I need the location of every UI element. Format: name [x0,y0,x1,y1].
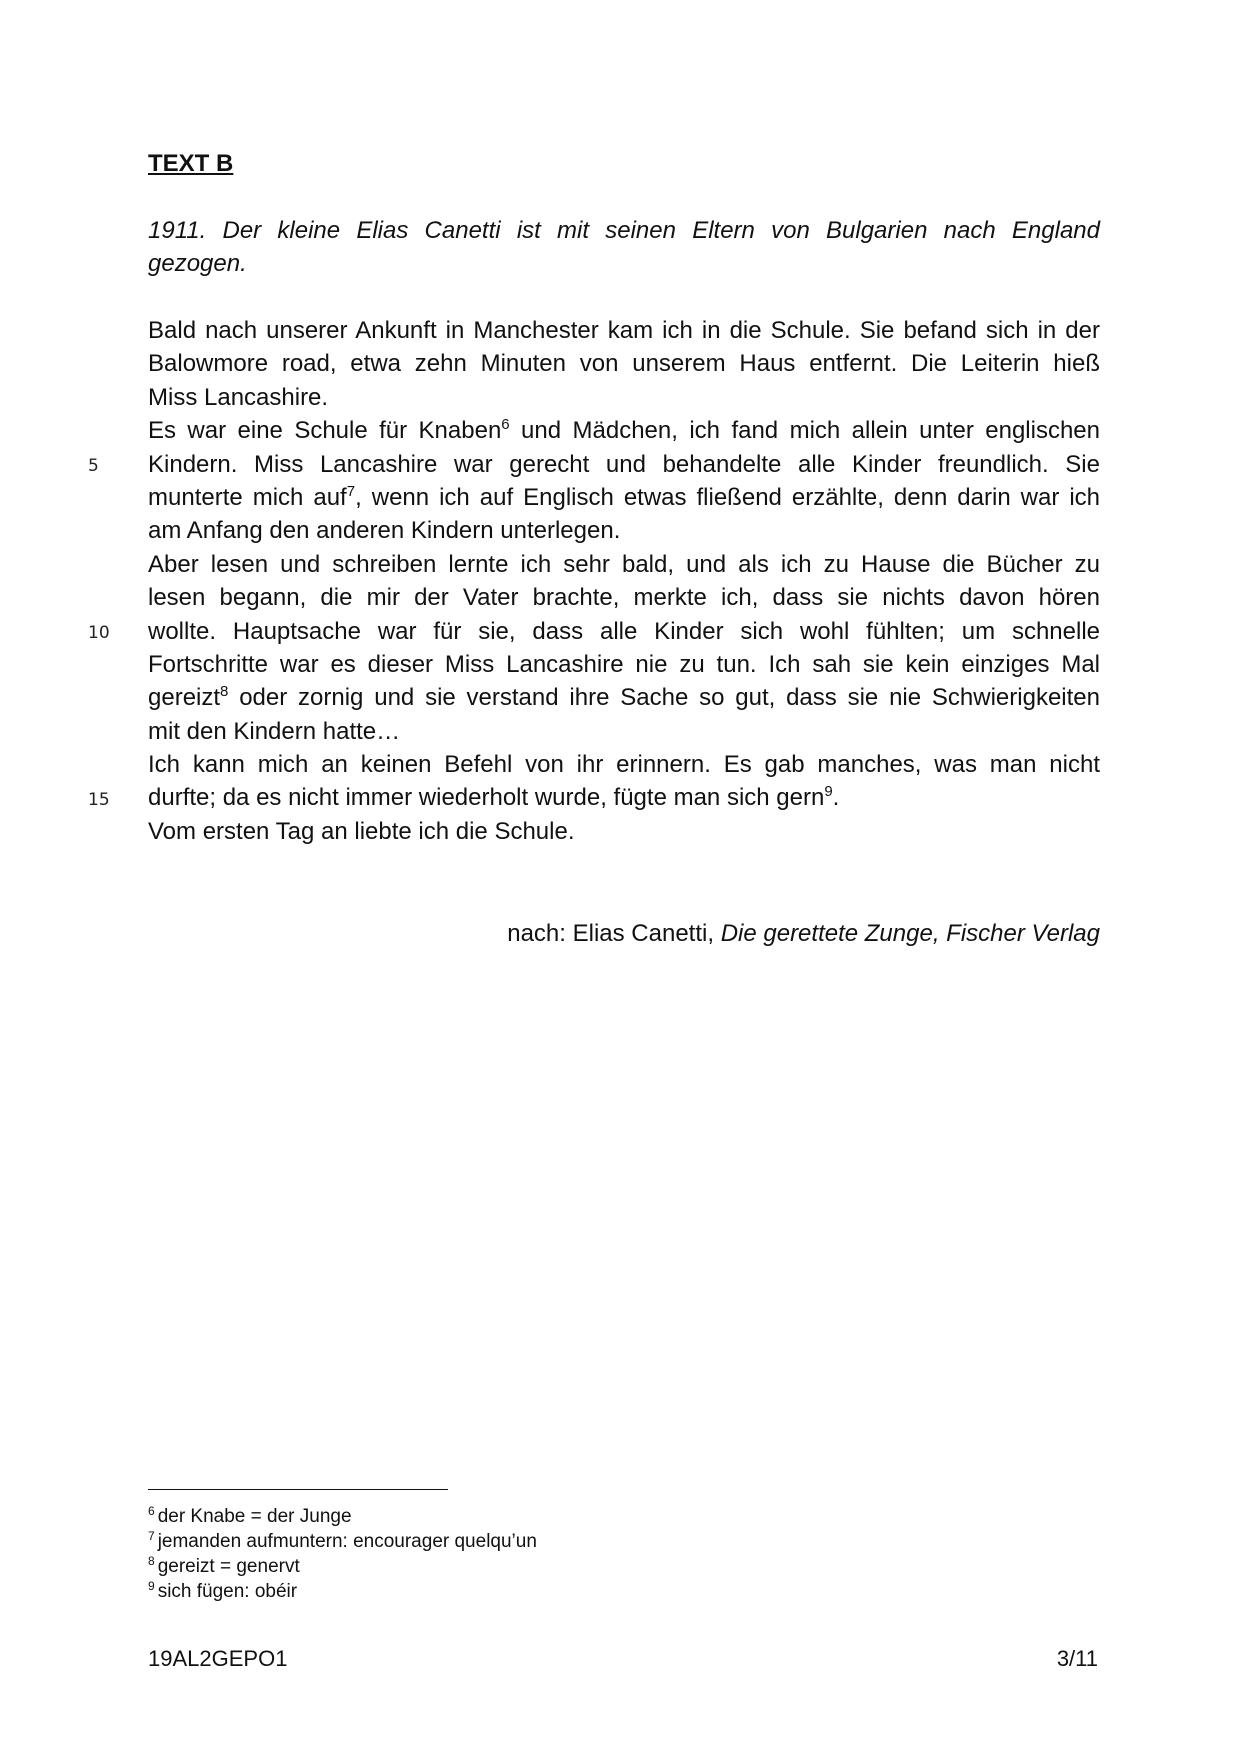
footnote-text: jemanden aufmuntern: encourager quelqu’un [157,1531,537,1552]
text-segment: munterte mich auf [148,483,347,511]
footnote-ref: 6 [501,416,510,434]
footnote [148,1504,537,1529]
footnotes [148,1504,537,1604]
text-line [148,681,1100,714]
text-line: Aber lesen und schreiben lernte ich sehr bald, und als ich zu Hause die Bücher zu [148,550,1100,578]
text-line: Balowmore road, etwa zehn Minuten von unserem Haus entfernt. Die Leiterin hieß [148,350,1100,378]
intro-line: 1911. Der kleine Elias Canetti ist mit seinen Eltern von Bulgarien nach England [148,217,1100,244]
line-number: 10 [88,623,110,643]
text-segment: oder zornig und sie verstand ihre Sache so gut, dass sie nie Schwierigkeiten [228,684,1100,712]
footnote-text: der Knabe = der Junge [157,1506,352,1527]
main-text [148,314,1100,848]
footnote-ref: 9 [824,783,833,801]
source-work: Die gerettete Zunge, Fischer Verlag [720,920,1100,947]
footnote-text: sich fügen: obéir [157,1581,298,1602]
footnote-divider [148,1489,448,1490]
footnote-number: 7 [148,1529,155,1543]
footnote [148,1579,537,1604]
text-line [148,481,1100,514]
footnote-ref: 8 [220,683,229,701]
intro-line: gezogen. [148,250,247,277]
text-line: mit den Kindern hatte… [148,717,401,745]
footnote-number: 9 [148,1579,155,1593]
text-line: lesen begann, die mir der Vater brachte, merkte ich, dass sie nichts davon hören [148,584,1100,612]
text-heading: TEXT B [148,150,234,177]
text-segment: und Mädchen, ich fand mich allein unter englischen [509,417,1100,445]
line-number: 15 [88,790,110,810]
text-line: Bald nach unserer Ankunft in Manchester kam ich in die Schule. Sie befand sich in der [148,317,1100,344]
text-line: wollte. Hauptsache war für sie, dass alle Kinder sich wohl fühlten; um schnelle [148,617,1100,645]
text-line: Miss Lancashire. [148,383,329,411]
document-code: 19AL2GEPO1 [148,1646,288,1671]
line-number: 5 [88,456,99,476]
text-segment: gereizt [148,684,221,712]
text-line: Vom ersten Tag an liebte ich die Schule. [148,817,575,845]
text-line: Ich kann mich an keinen Befehl von ihr erinnern. Es gab manches, was man nicht [148,751,1100,779]
footnote [148,1554,537,1579]
text-segment: durfte; da es nicht immer wiederholt wurde, fügte man sich gern [148,784,825,812]
text-line: am Anfang den anderen Kindern unterlegen. [148,517,621,545]
text-segment: , wenn ich auf Englisch etwas fließend erzählte, denn darin war ich [355,483,1100,511]
source-citation [507,918,1100,950]
text-line: Fortschritte war es dieser Miss Lancashire nie zu tun. Ich sah sie kein einziges Mal [148,650,1100,678]
footnote-number: 6 [148,1504,155,1518]
text-line [148,414,1100,447]
text-line: Kindern. Miss Lancashire war gerecht und behandelte alle Kinder freundlich. Sie [148,450,1100,478]
page-number: 3/11 [1056,1646,1098,1671]
intro-paragraph [148,214,1100,280]
source-prefix: nach: Elias Canetti, [507,920,721,947]
text-line [148,781,1100,814]
footnote [148,1529,537,1554]
footnote-ref: 7 [346,482,356,500]
footnote-number: 8 [148,1554,155,1568]
text-segment: Es war eine Schule für Knaben [148,417,502,445]
text-segment: . [832,784,840,812]
footnote-text: gereizt = genervt [157,1556,300,1577]
